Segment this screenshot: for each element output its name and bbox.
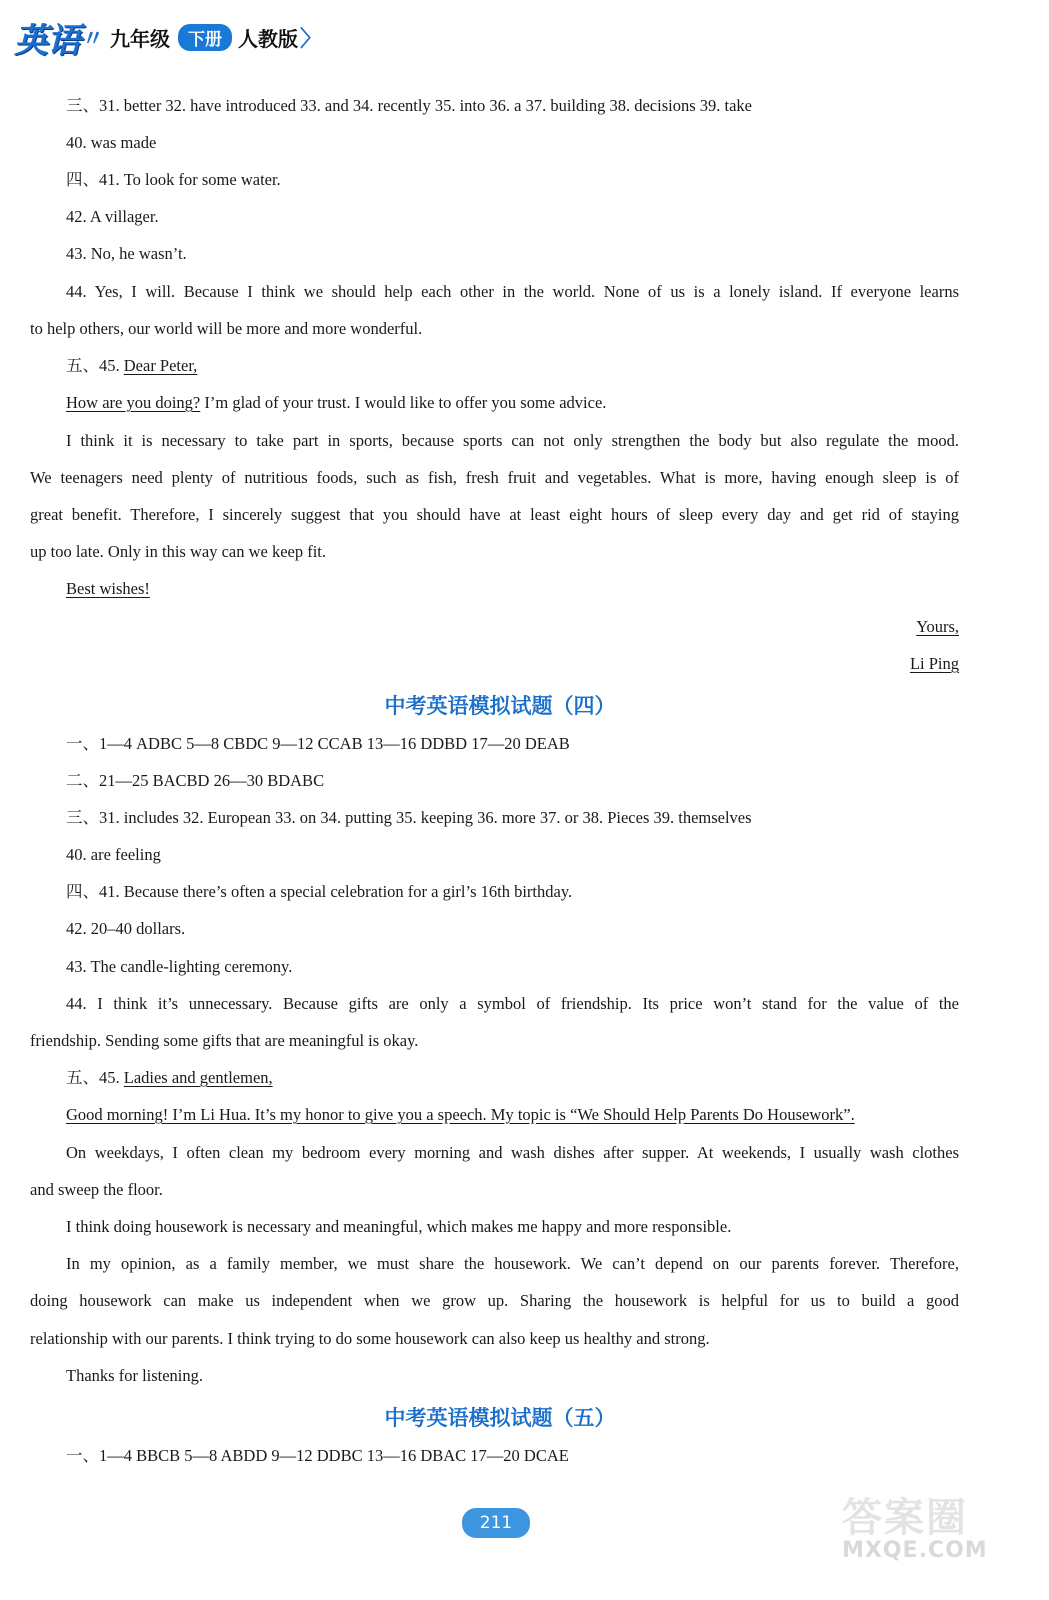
page-header: [14, 14, 322, 60]
letter-paragraph-line: We teenagers need plenty of nutritious foods, such as fish, fresh fruit and vegetables. What is more, having enough sleep is of: [30, 468, 959, 487]
speech-closing: Thanks for listening.: [66, 1366, 204, 1385]
answer-line: 三、31. better 32. have introduced 33. and 34. recently 35. into 36. a 37. building 38. decisions 39. take: [66, 96, 752, 115]
watermark-site: MXQE.COM: [842, 1538, 988, 1563]
speech-opening: Good morning! I’m Li Hua. It’s my honor to give you a speech. My topic is “We Should Help Parents Do Housework”.: [66, 1105, 855, 1124]
answer-line: 四、41. To look for some water.: [66, 170, 281, 189]
answer-line: [66, 355, 197, 377]
letter-closing: Best wishes!: [66, 579, 150, 598]
speech-paragraph-line: relationship with our parents. I think trying to do some housework can also keep us healthy and strong.: [30, 1329, 710, 1348]
section-heading: 中考英语模拟试题（五）: [384, 1406, 616, 1430]
answer-line: 44. Yes, I will. Because I think we should help each other in the world. None of us is a lonely island. If everyone learns: [66, 282, 959, 301]
answer-line: 42. A villager.: [66, 207, 159, 226]
speech-paragraph-line: In my opinion, as a family member, we must share the housework. We can’t depend on our parents forever. Therefore,: [66, 1254, 959, 1273]
answer-line: [66, 1067, 273, 1089]
answer-line: 44. I think it’s unnecessary. Because gifts are only a symbol of friendship. Its price won’t stand for the value of the: [66, 994, 959, 1013]
answer-line: 40. was made: [66, 133, 157, 152]
brand-logo: 英语: [14, 20, 80, 61]
item-number: 五、45.: [66, 1068, 124, 1087]
watermark-logo: 答案圈: [842, 1495, 968, 1541]
chevron-right-icon: 〉: [300, 26, 323, 52]
answer-line: 一、1—4 ADBC 5—8 CBDC 9—12 CCAB 13—16 DDBD 17—20 DEAB: [66, 734, 570, 753]
letter-signature: Li Ping: [909, 654, 959, 673]
letter-text: I’m glad of your trust. I would like to offer you some advice.: [200, 393, 607, 412]
logo-flourish-icon: 〃: [82, 26, 105, 52]
answer-line: 一、1—4 BBCB 5—8 ABDD 9—12 DDBC 13—16 DBAC 17—20 DCAE: [66, 1446, 569, 1465]
letter-paragraph-line: great benefit. Therefore, I sincerely suggest that you should have at least eight hours of sleep every day and get rid of staying: [30, 505, 959, 524]
edition-label: 人教版: [238, 26, 299, 51]
volume-badge: 下册: [178, 24, 232, 51]
answer-line: 42. 20–40 dollars.: [66, 919, 186, 938]
answer-line: friendship. Sending some gifts that are meaningful is okay.: [30, 1031, 419, 1050]
answer-line: 43. The candle-lighting ceremony.: [66, 957, 293, 976]
section-heading: 中考英语模拟试题（四）: [384, 694, 616, 718]
item-number: 五、45.: [66, 356, 124, 375]
letter-salutation: Dear Peter,: [123, 356, 198, 375]
letter-paragraph-line: up too late. Only in this way can we keep fit.: [30, 542, 327, 561]
answer-line: 43. No, he wasn’t.: [66, 244, 187, 263]
page-number: 211: [462, 1508, 530, 1538]
answer-line: 四、41. Because there’s often a special celebration for a girl’s 16th birthday.: [66, 882, 573, 901]
answer-line: 40. are feeling: [66, 845, 161, 864]
speech-paragraph-line: On weekdays, I often clean my bedroom every morning and wash dishes after supper. At weekends, I usually wash clothes: [66, 1143, 959, 1162]
speech-paragraph-line: and sweep the floor.: [30, 1180, 163, 1199]
answer-line: 三、31. includes 32. European 33. on 34. putting 35. keeping 36. more 37. or 38. Pieces 39. themselves: [66, 808, 752, 827]
answer-line: to help others, our world will be more and more wonderful.: [30, 319, 423, 338]
grade-label: 九年级: [110, 26, 171, 51]
answer-line: [66, 392, 606, 414]
speech-paragraph-line: I think doing housework is necessary and meaningful, which makes me happy and more responsible.: [66, 1217, 732, 1236]
speech-salutation: Ladies and gentlemen,: [123, 1068, 273, 1087]
answer-line: 二、21—25 BACBD 26—30 BDABC: [66, 771, 325, 790]
speech-paragraph-line: doing housework can make us independent when we grow up. Sharing the housework is helpful for us to build a good: [30, 1291, 959, 1310]
letter-greeting: How are you doing?: [66, 393, 201, 412]
letter-paragraph-line: I think it is necessary to take part in sports, because sports can not only strengthen the body but also regulate the mood.: [66, 431, 959, 450]
letter-signoff: Yours,: [916, 617, 959, 636]
